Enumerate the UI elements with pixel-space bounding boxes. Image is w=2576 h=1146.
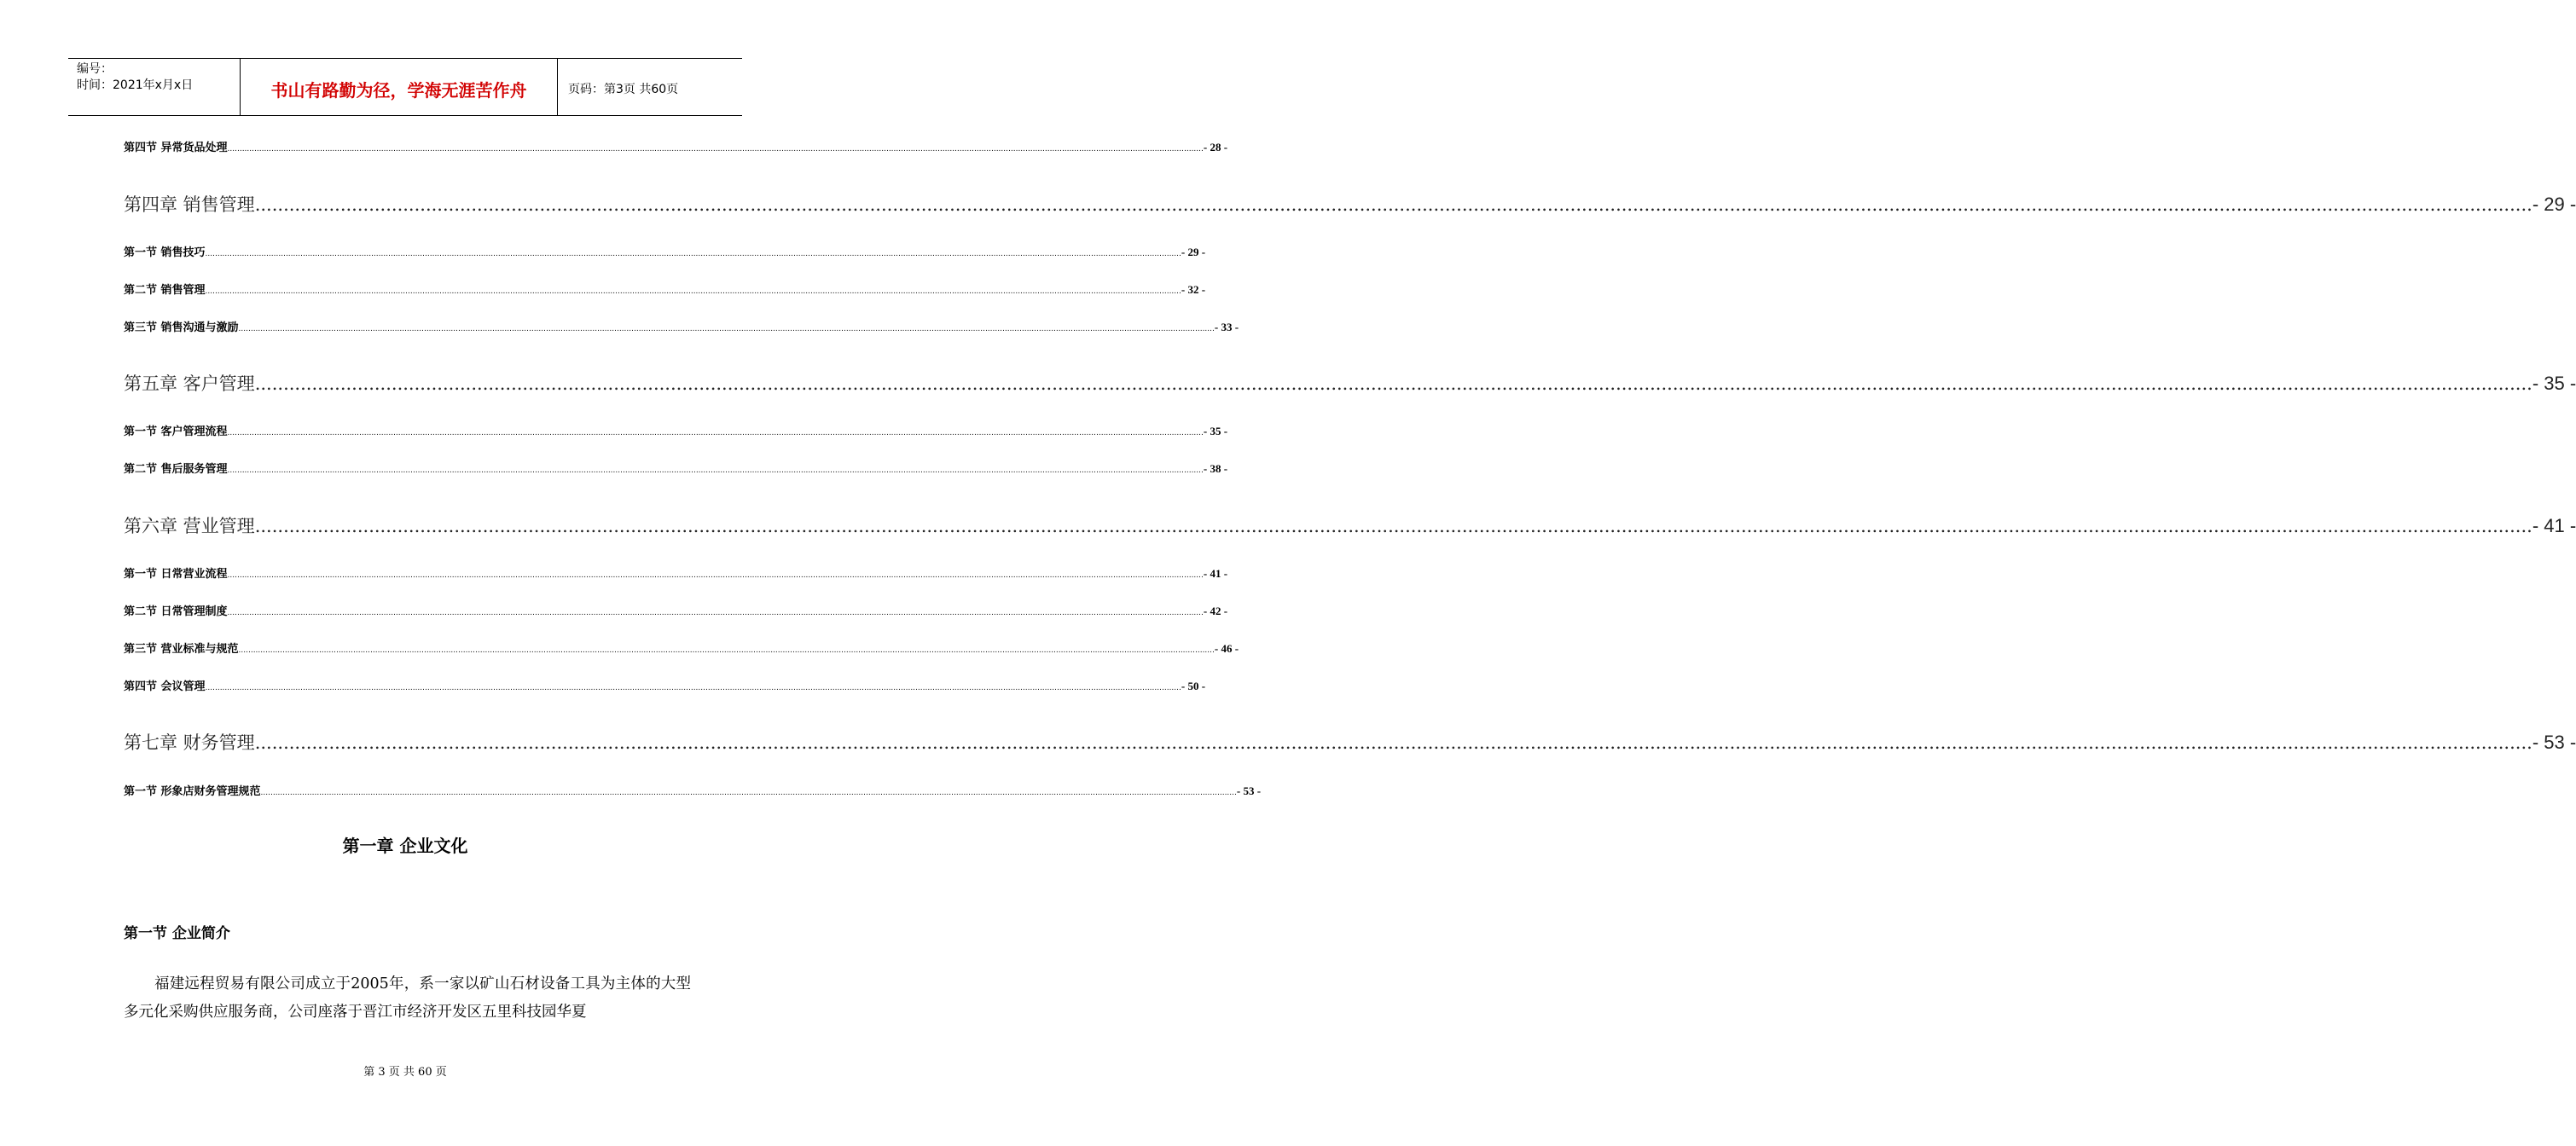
- toc-entry-page: - 53 -: [2532, 732, 2576, 753]
- toc-chapter-entry[interactable]: [124, 729, 2576, 755]
- toc-entry-label: 第一节 形象店财务管理规范: [124, 785, 261, 798]
- toc-chapter-entry[interactable]: [124, 191, 2576, 217]
- toc-entry-page: - 32 -: [1181, 283, 1206, 296]
- header-motto: 书山有路勤为径，学海无涯苦作舟: [241, 59, 558, 115]
- toc-entry-page: - 41 -: [2532, 515, 2576, 536]
- toc-entry-label: 第五章 客户管理: [124, 373, 255, 394]
- toc-leader-dots: ................................................................................................................................................................................................................................................................................................................................................................................................................: [254, 194, 2532, 215]
- toc-entry-page: - 50 -: [1181, 680, 1206, 692]
- page-header: [68, 58, 742, 116]
- toc-leader-dots: ................................................................................................................................................................................................................................................................................................................................................................................................................: [227, 609, 1204, 617]
- toc-entry-page: - 38 -: [1203, 462, 1228, 475]
- toc-entry-page: - 29 -: [2532, 194, 2576, 215]
- toc-entry-label: 第一节 销售技巧: [124, 246, 206, 259]
- toc-section-entry[interactable]: [124, 640, 1239, 656]
- toc-entry-label: 第二节 销售管理: [124, 284, 206, 297]
- toc-leader-dots: ................................................................................................................................................................................................................................................................................................................................................................................................................: [205, 250, 1181, 258]
- toc-leader-dots: ................................................................................................................................................................................................................................................................................................................................................................................................................: [238, 646, 1215, 655]
- toc-leader-dots: ................................................................................................................................................................................................................................................................................................................................................................................................................: [254, 373, 2532, 394]
- toc-entry-label: 第四节 异常货品处理: [124, 142, 228, 154]
- toc-leader-dots: ................................................................................................................................................................................................................................................................................................................................................................................................................: [254, 516, 2532, 536]
- header-time-label: 时间：2021年x月x日: [77, 78, 194, 92]
- header-number-label: 编号：: [77, 62, 113, 76]
- toc-entry-page: - 53 -: [1236, 784, 1262, 797]
- toc-leader-dots: ................................................................................................................................................................................................................................................................................................................................................................................................................: [227, 466, 1204, 475]
- toc-section-entry[interactable]: [124, 460, 1228, 476]
- toc-entry-label: 第七章 财务管理: [124, 732, 255, 753]
- toc-section-entry[interactable]: [124, 243, 1206, 259]
- toc-entry-page: - 28 -: [1203, 141, 1228, 153]
- toc-chapter-entry[interactable]: [124, 370, 2576, 396]
- toc-entry-label: 第六章 营业管理: [124, 516, 255, 536]
- toc-leader-dots: ................................................................................................................................................................................................................................................................................................................................................................................................................: [205, 287, 1181, 296]
- toc-section-entry[interactable]: [124, 677, 1206, 693]
- toc-section-entry[interactable]: [124, 602, 1228, 618]
- chapter-heading: 第一章 企业文化: [342, 836, 468, 856]
- toc-leader-dots: ................................................................................................................................................................................................................................................................................................................................................................................................................: [238, 325, 1215, 333]
- toc-entry-label: 第一节 客户管理流程: [124, 425, 228, 438]
- toc-entry-label: 第一节 日常营业流程: [124, 568, 228, 581]
- toc-section-entry[interactable]: [124, 318, 1239, 334]
- page-footer: 第 3 页 共 60 页: [363, 1066, 447, 1079]
- toc-section-entry[interactable]: [124, 281, 1206, 297]
- toc-section-entry[interactable]: [124, 782, 1262, 798]
- toc-entry-label: 第二节 售后服务管理: [124, 463, 228, 476]
- toc-entry-page: - 35 -: [2532, 373, 2576, 394]
- intro-paragraph: 福建远程贸易有限公司成立于2005年，系一家以矿山石材设备工具为主体的大型多元化采购供应服务商，公司座落于晋江市经济开发区五里科技园华夏: [124, 975, 691, 1021]
- toc-leader-dots: ................................................................................................................................................................................................................................................................................................................................................................................................................: [227, 429, 1204, 437]
- toc-leader-dots: ................................................................................................................................................................................................................................................................................................................................................................................................................: [205, 684, 1181, 692]
- toc-entry-label: 第二节 日常管理制度: [124, 605, 228, 618]
- toc-entry-label: 第三节 销售沟通与激励: [124, 321, 239, 334]
- toc-entry-page: - 33 -: [1214, 321, 1239, 333]
- toc-entry-page: - 42 -: [1203, 605, 1228, 617]
- toc-section-entry[interactable]: [124, 138, 1228, 154]
- toc-leader-dots: ................................................................................................................................................................................................................................................................................................................................................................................................................: [227, 571, 1204, 580]
- toc-section-entry[interactable]: [124, 422, 1228, 438]
- toc-leader-dots: ................................................................................................................................................................................................................................................................................................................................................................................................................: [254, 732, 2532, 753]
- toc-chapter-entry[interactable]: [124, 512, 2576, 538]
- header-meta-cell: [68, 59, 241, 115]
- header-page-info: 页码：第3页 共60页: [568, 83, 679, 96]
- toc-leader-dots: ................................................................................................................................................................................................................................................................................................................................................................................................................: [227, 145, 1204, 153]
- toc-leader-dots: ................................................................................................................................................................................................................................................................................................................................................................................................................: [260, 789, 1237, 797]
- toc-entry-page: - 29 -: [1181, 246, 1206, 258]
- toc-entry-page: - 46 -: [1214, 642, 1239, 655]
- section-heading: 第一节 企业简介: [124, 925, 230, 942]
- toc-section-entry[interactable]: [124, 564, 1228, 581]
- toc-entry-label: 第四节 会议管理: [124, 680, 206, 693]
- toc-entry-page: - 35 -: [1203, 425, 1228, 437]
- toc-entry-label: 第四章 销售管理: [124, 194, 255, 215]
- toc-entry-label: 第三节 营业标准与规范: [124, 643, 239, 656]
- toc-entry-page: - 41 -: [1203, 567, 1228, 580]
